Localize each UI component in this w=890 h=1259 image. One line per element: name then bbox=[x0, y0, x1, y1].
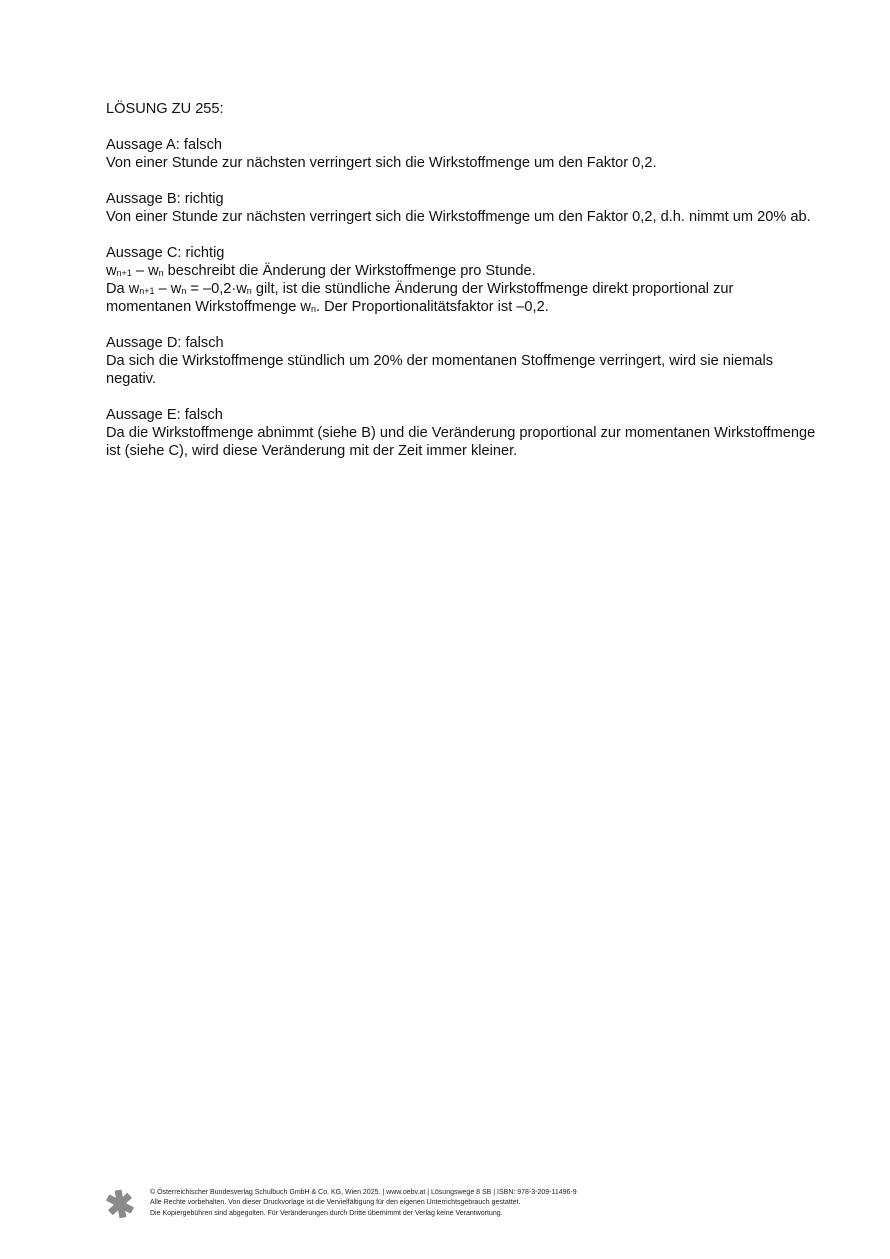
copyright-line-1: © Österreichischer Bundesverlag Schulbuch GmbH & Co. KG, Wien 2025. | www.oebv.at | Lösungswege 8 SB | ISBN: 978-3-209-11496-9 bbox=[150, 1189, 577, 1196]
var-w: w bbox=[300, 299, 311, 315]
statement-d-title: Aussage D: falsch bbox=[106, 335, 224, 351]
statement-c-line1 bbox=[106, 262, 816, 280]
var-w: w bbox=[236, 281, 247, 297]
statement-e-text: Da die Wirkstoffmenge abnimmt (siehe B) und die Veränderung proportional zur momentanen Wirkstoffmenge ist (siehe C), wird diese Veränderung mit der Zeit immer kleiner. bbox=[106, 425, 816, 459]
oebv-asterisk-logo-icon bbox=[104, 1188, 136, 1220]
statement-c-title: Aussage C: richtig bbox=[106, 245, 225, 261]
var-w: w bbox=[170, 281, 182, 297]
minus-sign: – bbox=[131, 263, 149, 279]
subscript-n: n bbox=[158, 268, 164, 278]
copyright-line-3: Die Kopiergebühren sind abgegolten. Für Veränderungen durch Dritte übernimmt der Verlag keine Verantwortung. bbox=[150, 1209, 503, 1217]
subscript-n: n bbox=[310, 304, 316, 314]
statement-a-title: Aussage A: falsch bbox=[106, 137, 223, 153]
solution-content bbox=[106, 100, 816, 478]
statement-d-text: Da sich die Wirkstoffmenge stündlich um 20% der momentanen Stoffmenge verringert, wird sie niemals negativ. bbox=[106, 353, 774, 387]
statement-c bbox=[106, 244, 816, 316]
minus-sign: – bbox=[154, 281, 171, 297]
statement-c-line2 bbox=[106, 280, 816, 316]
var-w: w bbox=[128, 281, 140, 297]
var-w: w bbox=[106, 263, 117, 279]
copyright-notice bbox=[150, 1188, 577, 1219]
subscript-n: n bbox=[181, 286, 187, 296]
statement-e bbox=[106, 406, 816, 460]
statement-b-text: Von einer Stunde zur nächsten verringert sich die Wirkstoffmenge um den Faktor 0,2, d.h. nimmt um 20% ab. bbox=[106, 209, 811, 225]
statement-b-title: Aussage B: richtig bbox=[106, 191, 224, 207]
var-w: w bbox=[148, 263, 159, 279]
subscript-n: n bbox=[246, 286, 252, 296]
statement-c-line1-text: beschreibt die Änderung der Wirkstoffmenge pro Stunde. bbox=[163, 263, 536, 279]
page-heading: LÖSUNG ZU 255: bbox=[106, 101, 224, 117]
statement-c-line2-text: gilt, ist die stündliche Änderung der Wirkstoffmenge direkt proportional zur momentanen Wirkstoffmenge bbox=[106, 281, 734, 315]
da-word: Da bbox=[106, 281, 129, 297]
subscript-n-plus-1: n+1 bbox=[116, 268, 132, 278]
statement-c-line2-end: . Der Proportionalitätsfaktor ist –0,2. bbox=[315, 299, 549, 315]
copyright-line-2: Alle Rechte vorbehalten. Von dieser Druckvorlage ist die Vervielfältigung für den eigenen Unterrichtsgebrauch gestattet. bbox=[150, 1199, 521, 1207]
statement-b bbox=[106, 190, 816, 226]
equation-text: = –0,2· bbox=[186, 281, 237, 297]
statement-a bbox=[106, 136, 816, 172]
statement-e-title: Aussage E: falsch bbox=[106, 407, 223, 423]
page-footer bbox=[104, 1188, 664, 1222]
statement-a-text: Von einer Stunde zur nächsten verringert sich die Wirkstoffmenge um den Faktor 0,2. bbox=[106, 155, 657, 171]
statement-d bbox=[106, 334, 816, 388]
subscript-n-plus-1: n+1 bbox=[139, 286, 155, 296]
